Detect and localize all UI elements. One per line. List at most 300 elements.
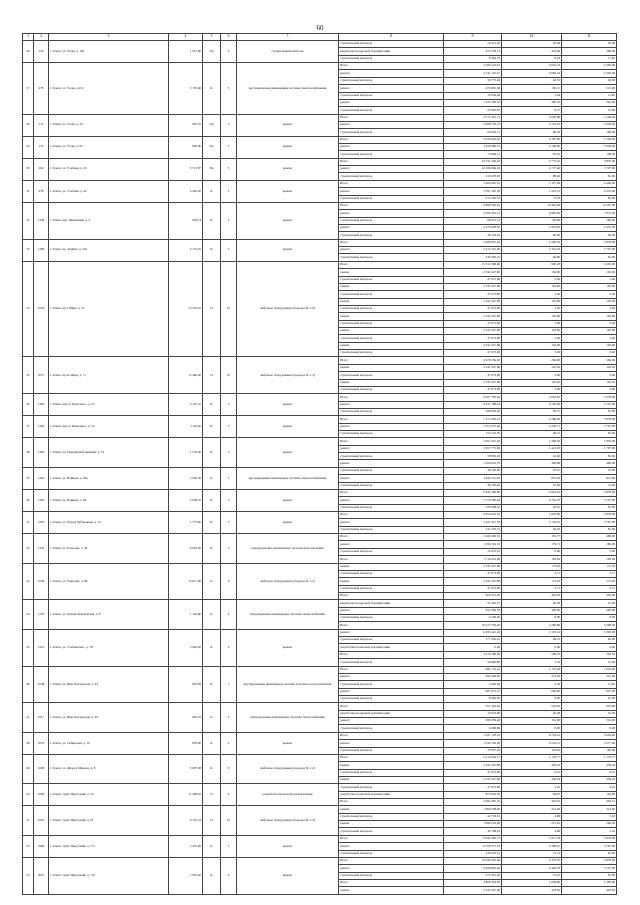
building-id: 1496 bbox=[34, 394, 49, 416]
cost-value: 47 973,80 bbox=[444, 570, 502, 577]
work-type: крыша bbox=[237, 857, 339, 894]
unit-cost-value: 73,53 bbox=[502, 195, 562, 202]
building-area: 840,90 bbox=[169, 136, 203, 158]
service-type: замена bbox=[339, 283, 444, 290]
row-number: 47 bbox=[23, 703, 34, 732]
wall-material: К bbox=[203, 467, 221, 489]
row-number: 46 bbox=[23, 666, 34, 703]
service-type: Итого bbox=[339, 394, 444, 401]
work-type: строительный контроль bbox=[237, 41, 339, 63]
table-row bbox=[23, 41, 617, 48]
unit-cost-value: 59,75 bbox=[502, 408, 562, 415]
service-type: строительный контроль bbox=[339, 659, 444, 666]
cost-value: 47 973,80 bbox=[444, 276, 502, 283]
service-type: Итого bbox=[339, 754, 444, 761]
service-type: замена bbox=[339, 298, 444, 305]
wall-material: К bbox=[203, 438, 221, 467]
cost-value: 47 973,80 bbox=[444, 372, 502, 379]
building-id: 264 bbox=[34, 158, 49, 180]
service-type: замена bbox=[339, 806, 444, 813]
limit-cost-value: 81,00 bbox=[562, 872, 617, 879]
limit-cost-value: 3,49 bbox=[562, 350, 617, 357]
building-area: 826,10 bbox=[169, 703, 203, 732]
service-type: строительный контроль bbox=[339, 276, 444, 283]
service-type: замена bbox=[339, 563, 444, 570]
unit-cost-value: 49,86 bbox=[502, 254, 562, 261]
building-id: 5007 bbox=[34, 857, 49, 894]
unit-cost-value: 9,41 bbox=[502, 769, 562, 776]
unit-cost-value: 3,00 bbox=[502, 372, 562, 379]
service-type: строительный контроль bbox=[339, 41, 444, 48]
row-number: 52 bbox=[23, 835, 34, 857]
limit-cost-value: 1 005,00 bbox=[562, 261, 617, 268]
floor-count: 5 bbox=[221, 394, 237, 416]
cost-value: 2 341 647,80 bbox=[444, 269, 502, 276]
cost-value: 4 868 354,00 bbox=[444, 879, 502, 886]
cost-value: 47 973,80 bbox=[444, 784, 502, 791]
work-type: крыша bbox=[237, 835, 339, 857]
wall-material: К bbox=[203, 489, 221, 511]
limit-cost-value: 3,00 bbox=[562, 372, 617, 379]
building-id: 1056 bbox=[34, 261, 49, 357]
floor-count: 2 bbox=[221, 136, 237, 158]
service-type: ремонт bbox=[339, 224, 444, 231]
cost-value: 9 944 396,73 bbox=[444, 835, 502, 842]
cost-value: 52 362,27 bbox=[444, 600, 502, 607]
service-type: Итого bbox=[339, 592, 444, 599]
work-type: лифтовое оборудование (подъезд № 1-3) bbox=[237, 357, 339, 394]
limit-cost-value: 284,96 bbox=[562, 357, 617, 364]
table-row bbox=[23, 754, 617, 761]
table-row bbox=[23, 239, 617, 246]
building-address: г. Томск, ул. Войкова, д. 64а bbox=[49, 467, 169, 489]
limit-cost-value: 3 577,00 bbox=[562, 740, 617, 747]
service-type: строительный контроль bbox=[339, 129, 444, 136]
unit-cost-value: 640,00 bbox=[502, 688, 562, 695]
service-type: строительный контроль bbox=[339, 526, 444, 533]
service-type: строительный контроль bbox=[339, 55, 444, 62]
limit-cost-value: 825,00 bbox=[562, 688, 617, 695]
service-type: ремонт bbox=[339, 843, 444, 850]
unit-cost-value: 2 582,32 bbox=[502, 239, 562, 246]
table-row bbox=[23, 629, 617, 636]
limit-cost-value: 4 440,00 bbox=[562, 180, 617, 187]
limit-cost-value: 11,00 bbox=[562, 55, 617, 62]
limit-cost-value: 108,00 bbox=[562, 151, 617, 158]
unit-cost-value: 8,37 bbox=[502, 107, 562, 114]
cost-value: 9 462,76 bbox=[444, 55, 502, 62]
limit-cost-value: 145,42 bbox=[562, 364, 617, 371]
cost-value: 2 341 647,80 bbox=[444, 762, 502, 769]
unit-cost-value: 1 421,63 bbox=[502, 445, 562, 452]
cost-value: 2 341 647,80 bbox=[444, 342, 502, 349]
building-area: 5 942,20 bbox=[169, 629, 203, 666]
row-number: 29 bbox=[23, 136, 34, 158]
limit-cost-value: 163,00 bbox=[562, 269, 617, 276]
limit-cost-value: 5 058,00 bbox=[562, 121, 617, 128]
service-type: ремонт bbox=[339, 210, 444, 217]
column-header: 1 bbox=[23, 34, 34, 41]
building-id: 1264 bbox=[34, 489, 49, 511]
unit-cost-value: 1 622,06 bbox=[502, 512, 562, 519]
cost-value: 2 341 647,80 bbox=[444, 364, 502, 371]
work-type: внутридомовые инженерные системы теплоснабжения bbox=[237, 703, 339, 732]
limit-cost-value: 3 707,00 bbox=[562, 423, 617, 430]
service-type: строительный контроль bbox=[339, 107, 444, 114]
limit-cost-value: 5 146,00 bbox=[562, 114, 617, 121]
building-area: 11 298,92 bbox=[169, 784, 203, 806]
service-type: Итого bbox=[339, 512, 444, 519]
unit-cost-value: 2 296,80 bbox=[502, 622, 562, 629]
work-type: крыша bbox=[237, 158, 339, 180]
limit-cost-value: 81,00 bbox=[562, 173, 617, 180]
limit-cost-value: 3,49 bbox=[562, 276, 617, 283]
service-type: ремонт bbox=[339, 519, 444, 526]
work-type: разработка проектной документации bbox=[237, 784, 339, 806]
building-address: г. Томск, ул. Усова, д. 6а bbox=[49, 136, 169, 158]
building-address: г. Томск, ул. Усова, д.23а bbox=[49, 63, 169, 115]
cost-value: 5 214 036,17 bbox=[444, 754, 502, 761]
unit-cost-value: 42,60 bbox=[502, 453, 562, 460]
cost-value: 38 105,45 bbox=[444, 482, 502, 489]
table-row bbox=[23, 732, 617, 739]
work-type: крыша bbox=[237, 202, 339, 239]
limit-cost-value: 3,71 bbox=[562, 585, 617, 592]
table-row bbox=[23, 534, 617, 541]
building-area: 853,09 bbox=[169, 666, 203, 703]
cost-value: 8 282,30 bbox=[444, 695, 502, 702]
limit-cost-value: 1 179,77 bbox=[562, 754, 617, 761]
limit-cost-value: 180,00 bbox=[562, 541, 617, 548]
limit-cost-value: 12 597,00 bbox=[562, 202, 617, 209]
limit-cost-value: 82,00 bbox=[562, 453, 617, 460]
service-type: замена bbox=[339, 313, 444, 320]
limit-cost-value: 3 707,00 bbox=[562, 401, 617, 408]
service-type: замена bbox=[339, 364, 444, 371]
unit-cost-value: 4 187,06 bbox=[502, 136, 562, 143]
row-number: 28 bbox=[23, 114, 34, 136]
service-type: строительный контроль bbox=[339, 681, 444, 688]
cost-value: 7 213 305,41 bbox=[444, 416, 502, 423]
row-number: 43 bbox=[23, 563, 34, 600]
wall-material: К bbox=[203, 629, 221, 666]
service-type: разработка проектной документации bbox=[339, 791, 444, 798]
limit-cost-value: 3 707,00 bbox=[562, 497, 617, 504]
building-address: г. Томск, ул. Ивы Пчеловодов, д. 42 bbox=[49, 666, 169, 703]
cost-value: 1 569 816,79 bbox=[444, 460, 502, 467]
cost-value: 10 040 323,66 bbox=[444, 857, 502, 864]
limit-cost-value: 464,00 bbox=[562, 592, 617, 599]
building-area: 5 721,87 bbox=[169, 158, 203, 180]
building-area: 6 993,50 bbox=[169, 534, 203, 563]
cost-value: 10 936,64 bbox=[444, 92, 502, 99]
unit-cost-value: 6 232,21 bbox=[502, 740, 562, 747]
service-type: строительный контроль bbox=[339, 254, 444, 261]
service-type: строительный контроль bbox=[339, 725, 444, 732]
building-id: 1079 bbox=[34, 732, 49, 754]
unit-cost-value: 163,00 bbox=[502, 313, 562, 320]
service-type: замена bbox=[339, 269, 444, 276]
cost-value: 1 846 715,43 bbox=[444, 475, 502, 482]
building-address: г. Томск, ул. Гвардейской дивизии, д. 74 bbox=[49, 438, 169, 467]
limit-cost-value: 418,02 bbox=[562, 887, 617, 894]
cost-value: 42 768,81 bbox=[444, 828, 502, 835]
unit-cost-value: 1 702,47 bbox=[502, 519, 562, 526]
cost-value: 47 973,80 bbox=[444, 585, 502, 592]
limit-cost-value: 65,00 bbox=[562, 41, 617, 48]
table-row bbox=[23, 835, 617, 842]
wall-material: Пр bbox=[203, 158, 221, 180]
unit-cost-value: 48,12 bbox=[502, 431, 562, 438]
limit-cost-value: 12,00 bbox=[562, 107, 617, 114]
row-number: 51 bbox=[23, 806, 34, 835]
limit-cost-value: 145,42 bbox=[562, 379, 617, 386]
cost-value: 25 905,65 bbox=[444, 107, 502, 114]
wall-material: К bbox=[203, 394, 221, 416]
building-area: 13 763,10 bbox=[169, 261, 203, 357]
cost-value: 47 973,80 bbox=[444, 291, 502, 298]
cost-value: 2 061 015,63 bbox=[444, 438, 502, 445]
service-type: строительный контроль bbox=[339, 828, 444, 835]
service-type: строительный контроль bbox=[339, 482, 444, 489]
unit-cost-value: 532,83 bbox=[502, 703, 562, 710]
unit-cost-value: 145,42 bbox=[502, 364, 562, 371]
service-type: Итого bbox=[339, 732, 444, 739]
limit-cost-value: 480,00 bbox=[562, 460, 617, 467]
cost-value: 2 276 628,85 bbox=[444, 224, 502, 231]
unit-cost-value: 3,00 bbox=[502, 386, 562, 393]
cost-value: 2 341 647,80 bbox=[444, 283, 502, 290]
wall-material: К bbox=[203, 754, 221, 783]
limit-cost-value: 5 058,00 bbox=[562, 144, 617, 151]
limit-cost-value: 562,52 bbox=[562, 651, 617, 658]
cost-value: 9 128,40 bbox=[444, 615, 502, 622]
unit-cost-value: 2 240,71 bbox=[502, 423, 562, 430]
row-number: 39 bbox=[23, 467, 34, 489]
wall-material: К bbox=[203, 703, 221, 732]
unit-cost-value: 402,03 bbox=[502, 592, 562, 599]
row-number: 53 bbox=[23, 857, 34, 894]
limit-cost-value: 3 878,00 bbox=[562, 512, 617, 519]
cost-value: 1 809 538,60 bbox=[444, 806, 502, 813]
service-type: Итого bbox=[339, 136, 444, 143]
work-type: крыша bbox=[237, 629, 339, 666]
service-type: ремонт bbox=[339, 166, 444, 173]
cost-value: 98 915,51 bbox=[444, 217, 502, 224]
row-number: 33 bbox=[23, 239, 34, 261]
building-id: 1492 bbox=[34, 416, 49, 438]
building-id: 1057 bbox=[34, 357, 49, 394]
service-type: ремонт bbox=[339, 188, 444, 195]
cost-value: 315 240,52 bbox=[444, 195, 502, 202]
building-id: 1705 bbox=[34, 600, 49, 629]
unit-cost-value: 3 453,85 bbox=[502, 224, 562, 231]
service-type: замена bbox=[339, 379, 444, 386]
service-type: строительный контроль bbox=[339, 784, 444, 791]
unit-cost-value: 396,00 bbox=[502, 607, 562, 614]
floor-count: 9 bbox=[221, 563, 237, 600]
floor-count: 5 bbox=[221, 438, 237, 467]
table-row bbox=[23, 563, 617, 570]
building-id: 115 bbox=[34, 114, 49, 136]
service-type: ремонт bbox=[339, 460, 444, 467]
cost-value: 981 714,21 bbox=[444, 666, 502, 673]
service-type: Итого bbox=[339, 438, 444, 445]
service-type: ремонт bbox=[339, 121, 444, 128]
limit-cost-value: 214,00 bbox=[562, 806, 617, 813]
unit-cost-value: 183,04 bbox=[502, 556, 562, 563]
service-type: ремонт bbox=[339, 247, 444, 254]
building-id: 1068 bbox=[34, 754, 49, 783]
unit-cost-value: 418,01 bbox=[502, 799, 562, 806]
limit-cost-value: 260,29 bbox=[562, 821, 617, 828]
wall-material: К bbox=[203, 63, 221, 115]
building-address: г. Томск, пр-кт Мира, д. 71 bbox=[49, 357, 169, 394]
unit-cost-value: 3,32 bbox=[502, 659, 562, 666]
unit-cost-value: 87,16 bbox=[502, 151, 562, 158]
building-address: г. Томск, ул. Ивы Пчеловодов, д. 92 bbox=[49, 703, 169, 732]
unit-cost-value: 10,00 bbox=[502, 482, 562, 489]
building-address: г. Томск, ул. Усова, д. 18а bbox=[49, 41, 169, 63]
wall-material: Пр bbox=[203, 136, 221, 158]
building-id: 1286 bbox=[34, 239, 49, 261]
limit-cost-value: 512,00 bbox=[562, 673, 617, 680]
cost-value: 2 141 110,27 bbox=[444, 70, 502, 77]
wall-material: К bbox=[203, 563, 221, 600]
unit-cost-value: 62,55 bbox=[502, 77, 562, 84]
limit-cost-value: 4 255,00 bbox=[562, 224, 617, 231]
unit-cost-value: 316,00 bbox=[502, 718, 562, 725]
unit-cost-value: 8,00 bbox=[502, 615, 562, 622]
limit-cost-value: 82,00 bbox=[562, 637, 617, 644]
service-type: Итого bbox=[339, 261, 444, 268]
table-row bbox=[23, 394, 617, 401]
unit-cost-value: 56,42 bbox=[502, 526, 562, 533]
service-type: замена bbox=[339, 887, 444, 894]
unit-cost-value: 72,14 bbox=[502, 850, 562, 857]
unit-cost-value: 89,03 bbox=[502, 129, 562, 136]
building-area: 3 144,20 bbox=[169, 416, 203, 438]
cost-value: 10 531 456,22 bbox=[444, 158, 502, 165]
unit-cost-value: 2 052,74 bbox=[502, 63, 562, 70]
service-type: Итого bbox=[339, 239, 444, 246]
cost-value: 3 520 946,42 bbox=[444, 136, 502, 143]
unit-cost-value: 2 824,45 bbox=[502, 489, 562, 496]
service-type: ремонт bbox=[339, 401, 444, 408]
building-area: 5 097,08 bbox=[169, 754, 203, 783]
floor-count: 9 bbox=[221, 857, 237, 894]
column-header: 4 bbox=[169, 34, 203, 41]
service-type: ремонт bbox=[339, 673, 444, 680]
table-row bbox=[23, 806, 617, 813]
work-type: крыша bbox=[237, 180, 339, 202]
limit-cost-value: 81,00 bbox=[562, 408, 617, 415]
unit-cost-value: 4,68 bbox=[502, 828, 562, 835]
service-type: замена bbox=[339, 776, 444, 783]
unit-cost-value: 215,81 bbox=[502, 821, 562, 828]
unit-cost-value: 3,49 bbox=[502, 335, 562, 342]
cost-value: 177 263,01 bbox=[444, 637, 502, 644]
building-area: 3 197,22 bbox=[169, 394, 203, 416]
limit-cost-value: 10,00 bbox=[562, 695, 617, 702]
cost-value: 231 503,51 bbox=[444, 526, 502, 533]
wall-material: К bbox=[203, 534, 221, 563]
limit-cost-value: 166,00 bbox=[562, 217, 617, 224]
unit-cost-value: 6,00 bbox=[502, 548, 562, 555]
service-type: Итого bbox=[339, 416, 444, 423]
unit-cost-value: 3 398,25 bbox=[502, 843, 562, 850]
cost-value: 5 776 160,64 bbox=[444, 497, 502, 504]
limit-cost-value: 11,00 bbox=[562, 92, 617, 99]
floor-count: 5 bbox=[221, 114, 237, 136]
cost-value: 7 071 072,46 bbox=[444, 423, 502, 430]
limit-cost-value: 3,71 bbox=[562, 570, 617, 577]
work-type: крыша bbox=[237, 239, 339, 261]
row-number: 35 bbox=[23, 357, 34, 394]
service-type: ремонт bbox=[339, 423, 444, 430]
cost-value: 5 591 365,39 bbox=[444, 188, 502, 195]
limit-cost-value: 163,00 bbox=[562, 313, 617, 320]
service-type: строительный контроль bbox=[339, 173, 444, 180]
column-header: 9 bbox=[444, 34, 502, 41]
table-row bbox=[23, 512, 617, 519]
unit-cost-value: 4,68 bbox=[502, 813, 562, 820]
table-row bbox=[23, 136, 617, 143]
unit-cost-value: 18,67 bbox=[502, 467, 562, 474]
unit-cost-value: 2 406,78 bbox=[502, 865, 562, 872]
table-header-row bbox=[23, 34, 617, 41]
floor-count: 2 bbox=[221, 202, 237, 239]
unit-cost-value: 2 727,46 bbox=[502, 166, 562, 173]
unit-cost-value: 508,53 bbox=[502, 651, 562, 658]
unit-cost-value: 213,30 bbox=[502, 673, 562, 680]
building-id: 1201 bbox=[34, 629, 49, 666]
service-type: строительный контроль bbox=[339, 769, 444, 776]
building-address: г. Томск, ул. Учебная, д. 20 bbox=[49, 158, 169, 180]
limit-cost-value: 81,00 bbox=[562, 504, 617, 511]
cost-value: 186 000,20 bbox=[444, 408, 502, 415]
limit-cost-value: 95,00 bbox=[562, 232, 617, 239]
limit-cost-value: 8,00 bbox=[562, 725, 617, 732]
row-number: 45 bbox=[23, 629, 34, 666]
column-header: 8 bbox=[339, 34, 444, 41]
limit-cost-value: 3 365,00 bbox=[562, 629, 617, 636]
service-type: ремонт bbox=[339, 70, 444, 77]
cost-value: 218 203,15 bbox=[444, 850, 502, 857]
unit-cost-value: 145,42 bbox=[502, 379, 562, 386]
building-address: г. Томск, просп. Комсомол., д. 54 bbox=[49, 416, 169, 438]
wall-material: П bbox=[203, 784, 221, 806]
unit-cost-value: 418,02 bbox=[502, 887, 562, 894]
unit-cost-value: 3,71 bbox=[502, 570, 562, 577]
limit-cost-value: 2 202,00 bbox=[562, 70, 617, 77]
limit-cost-value: 3 797,00 bbox=[562, 843, 617, 850]
limit-cost-value: 3 797,00 bbox=[562, 519, 617, 526]
building-address: г. Томск, тракт Иркутский, д. 97 bbox=[49, 806, 169, 835]
cost-value: 9 828 962,46 bbox=[444, 865, 502, 872]
service-type: ремонт bbox=[339, 740, 444, 747]
cost-value: 2 341 647,80 bbox=[444, 563, 502, 570]
unit-cost-value: 8,24 bbox=[502, 55, 562, 62]
building-id: 1409 bbox=[34, 438, 49, 467]
cost-value: 1 256 724,53 bbox=[444, 541, 502, 548]
limit-cost-value: 14,00 bbox=[562, 482, 617, 489]
unit-cost-value: 2 775,61 bbox=[502, 158, 562, 165]
limit-cost-value: 542,00 bbox=[562, 99, 617, 106]
floor-count: 5 bbox=[221, 239, 237, 261]
service-type: строительный контроль bbox=[339, 570, 444, 577]
floor-count: 5 bbox=[221, 512, 237, 534]
